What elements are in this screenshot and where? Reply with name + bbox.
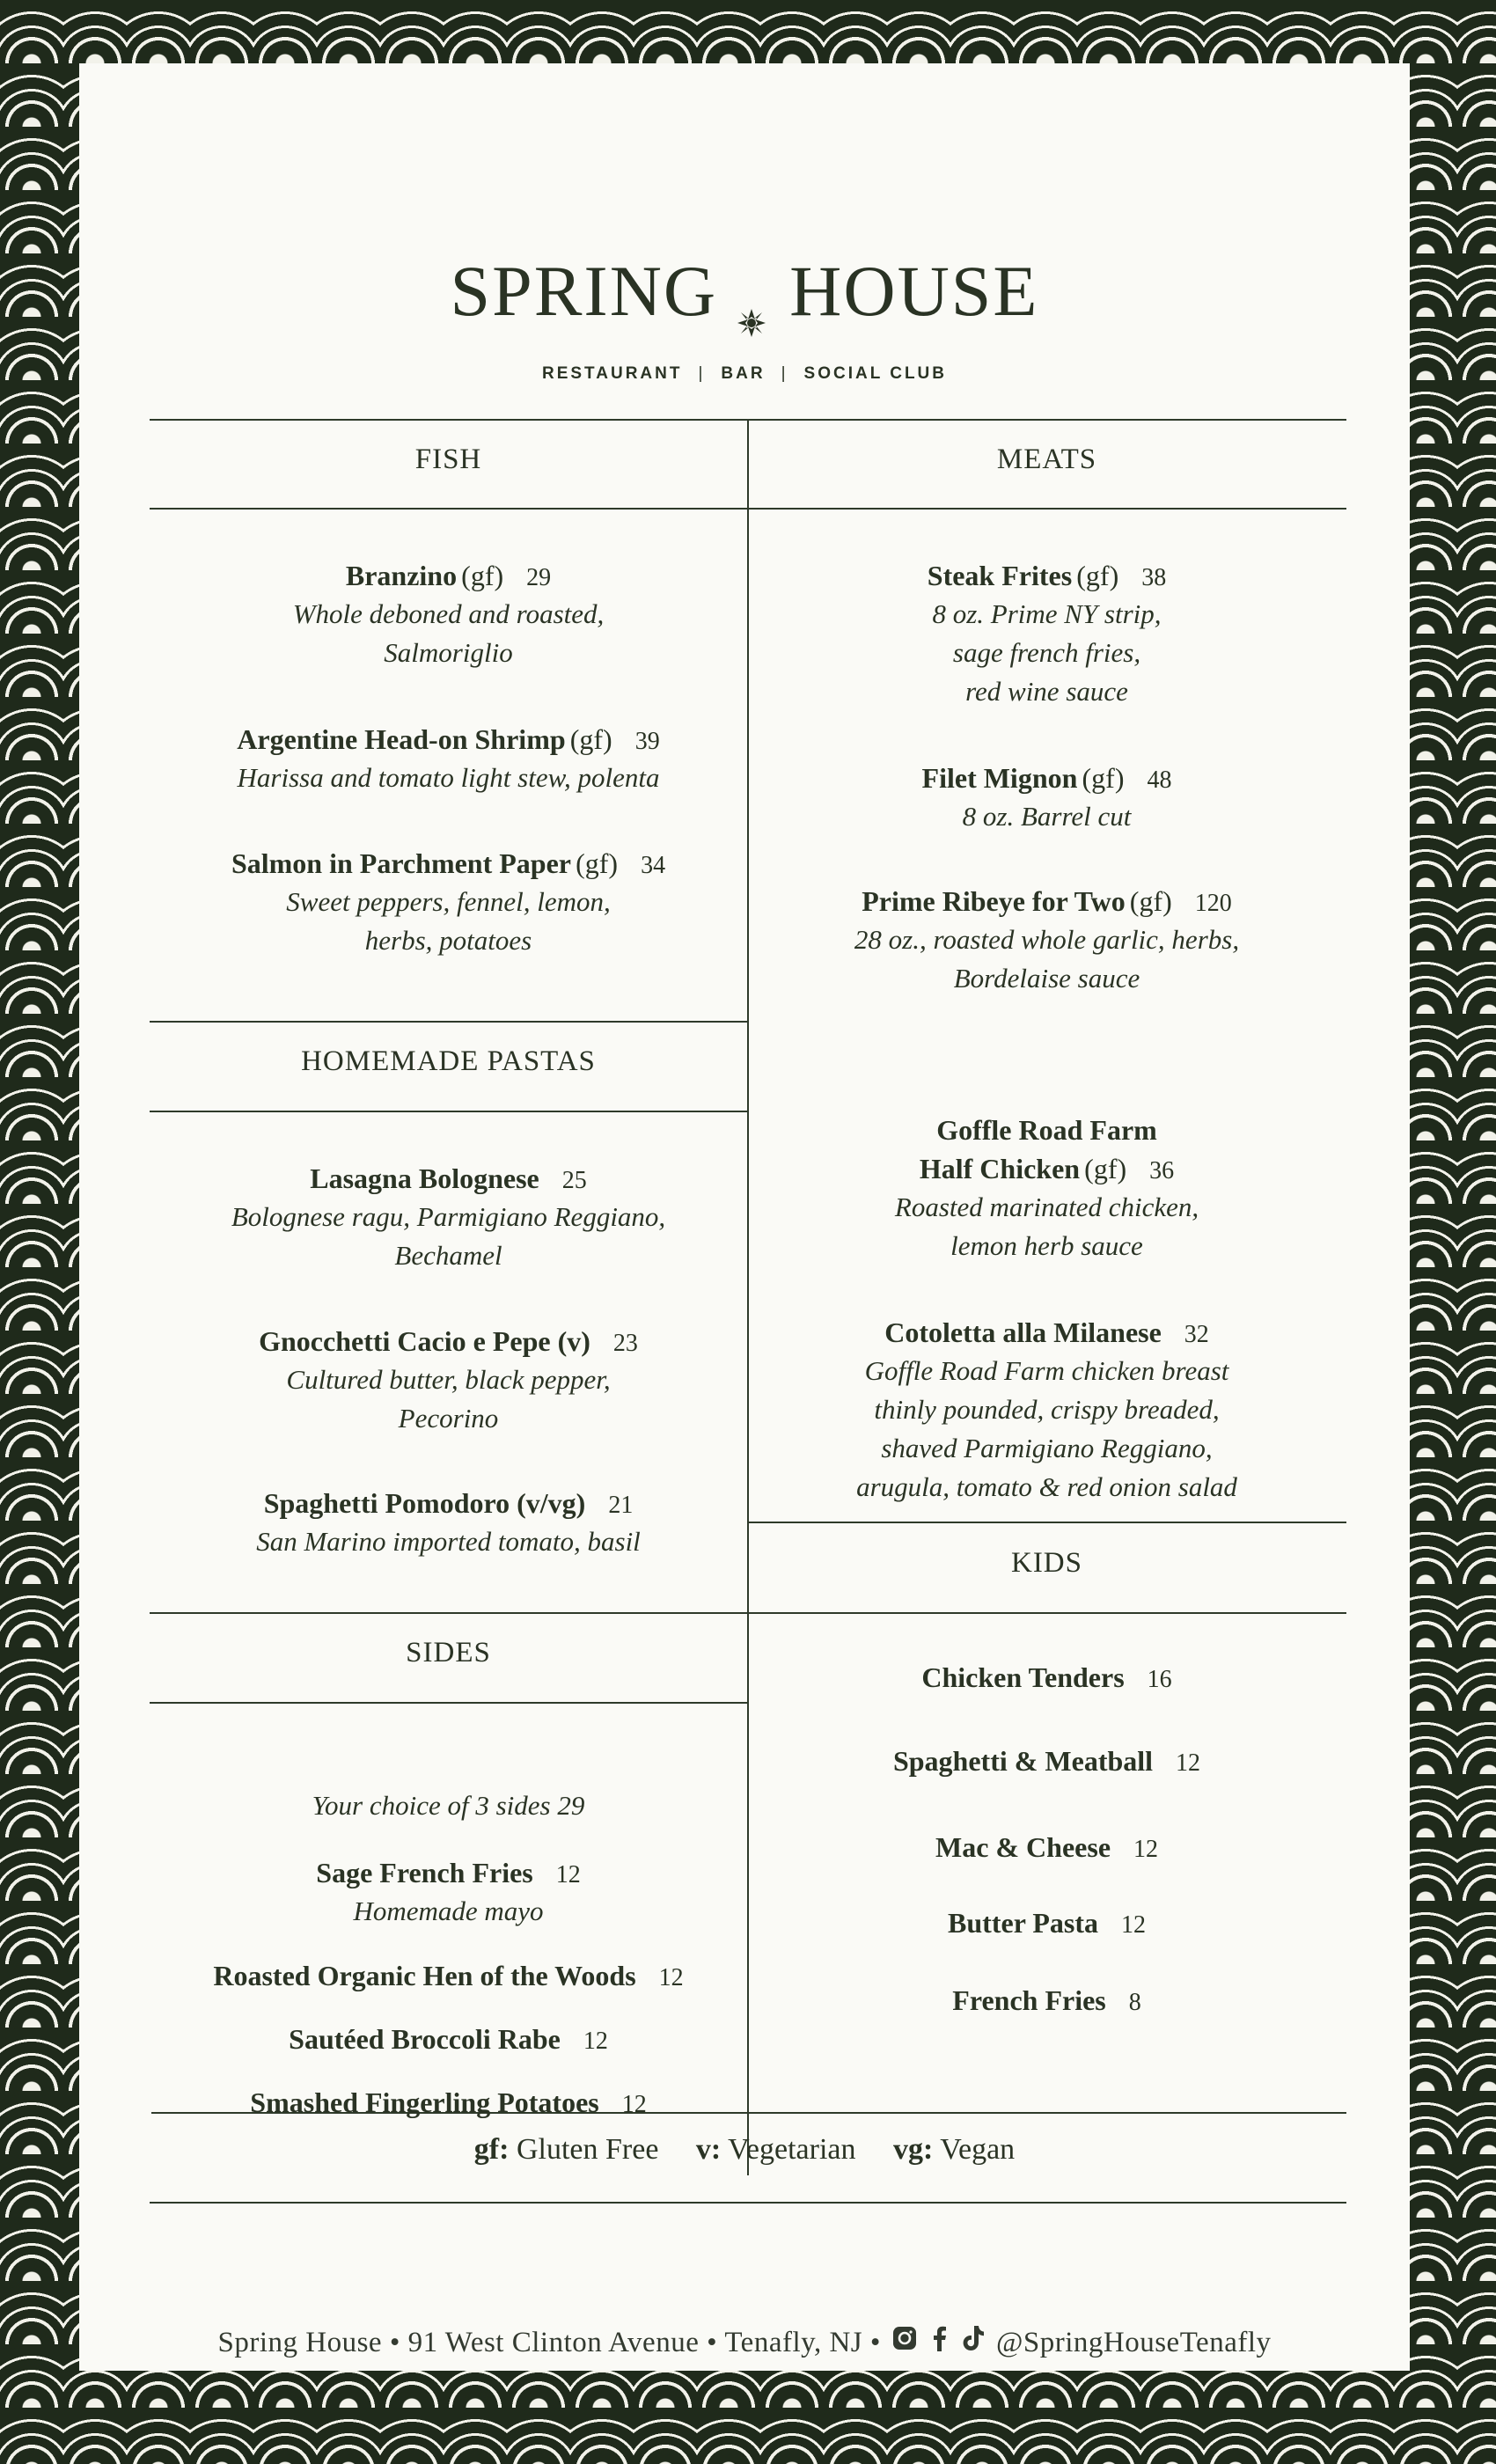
item-price: 32: [1184, 1321, 1209, 1348]
item-price: 12: [555, 1861, 581, 1888]
item-name: Butter Pasta: [948, 1907, 1098, 1939]
item-description: shaved Parmigiano Reggiano,: [881, 1433, 1213, 1463]
item-name: Half Chicken: [919, 1153, 1081, 1184]
item-price: 48: [1147, 766, 1172, 794]
section-title-fish: FISH: [414, 444, 482, 475]
menu-item: [150, 720, 747, 797]
item-name: Lasagna Bolognese: [310, 1162, 539, 1194]
item-price: 12: [583, 2028, 608, 2055]
item-description: 8 oz. Prime NY strip,: [932, 598, 1162, 629]
flower-ornament-icon: [737, 278, 766, 308]
item-name: Roasted Organic Hen of the Woods: [213, 1960, 636, 1991]
item-name: Mac & Cheese: [935, 1831, 1111, 1863]
item-description: 28 oz., roasted whole garlic, herbs,: [854, 924, 1240, 955]
item-price: 23: [612, 1330, 638, 1357]
legend-label: Gluten Free: [516, 2133, 659, 2166]
item-price: 12: [1133, 1836, 1159, 1863]
item-description: Bechamel: [394, 1240, 502, 1271]
menu-item: [150, 1159, 747, 1275]
tagline-separator: |: [781, 364, 788, 383]
item-description: Salmoriglio: [384, 637, 513, 668]
tagline-separator: |: [698, 364, 706, 383]
item-description: San Marino imported tomato, basil: [256, 1526, 641, 1557]
item-name: French Fries: [952, 1984, 1106, 2016]
tagline-social-club: SOCIAL CLUB: [803, 364, 947, 383]
menu-item: [150, 1484, 747, 1561]
item-name: Gnocchetti Cacio e Pepe (v): [259, 1325, 590, 1357]
item-price: 12: [1176, 1749, 1201, 1777]
item-tag: (gf): [461, 560, 504, 591]
divider: [150, 1612, 1346, 1614]
item-description: Goffle Road Farm chicken breast: [864, 1355, 1229, 1386]
menu-item: [747, 1313, 1346, 1507]
instagram-icon[interactable]: [892, 2326, 917, 2358]
divider: [150, 1702, 747, 1704]
section-title-kids: KIDS: [1010, 1547, 1082, 1579]
facebook-icon[interactable]: [931, 2325, 947, 2359]
item-name: Prime Ribeye for Two: [862, 885, 1126, 917]
item-price: 120: [1194, 890, 1232, 917]
tagline-restaurant: RESTAURANT: [541, 364, 683, 383]
item-name: Filet Mignon: [921, 762, 1078, 794]
menu-item: [747, 1981, 1346, 2020]
item-description: Pecorino: [398, 1403, 499, 1434]
menu-item: [150, 1956, 747, 1995]
menu-item: [150, 2083, 747, 2122]
item-tag: (gf): [576, 847, 619, 879]
menu-item: [747, 759, 1346, 836]
item-price: 38: [1141, 564, 1167, 591]
legend-code: vg:: [893, 2133, 934, 2166]
menu-item: [150, 556, 747, 672]
legend-code: gf:: [473, 2133, 510, 2166]
item-name-line1: Goffle Road Farm: [936, 1114, 1157, 1146]
item-description: Homemade mayo: [353, 1896, 544, 1926]
item-price: 25: [561, 1167, 587, 1194]
item-name: Sage French Fries: [316, 1857, 533, 1888]
legend-code: v:: [695, 2133, 722, 2166]
footer: [79, 2327, 1410, 2362]
sides-intro-text: Your choice of 3 sides 29: [312, 1790, 585, 1821]
brand-tagline: [79, 364, 1410, 384]
section-title-meats: MEATS: [996, 444, 1097, 475]
item-tag: (gf): [569, 723, 612, 755]
item-description: Bordelaise sauce: [953, 963, 1140, 994]
menu-item: [150, 2020, 747, 2058]
item-name: Cotoletta alla Milanese: [884, 1316, 1162, 1348]
item-price: 34: [641, 852, 666, 879]
item-tag: (gf): [1084, 1153, 1127, 1184]
item-description: lemon herb sauce: [950, 1230, 1143, 1261]
footer-bullet: •: [869, 2327, 881, 2358]
footer-social-handle[interactable]: @SpringHouseTenafly: [995, 2327, 1272, 2358]
menu-item: [150, 1322, 747, 1438]
brand-name-right: HOUSE: [789, 251, 1039, 331]
item-description: 8 oz. Barrel cut: [962, 801, 1132, 832]
item-description: arugula, tomato & red onion salad: [856, 1471, 1237, 1502]
item-description: Whole deboned and roasted,: [292, 598, 605, 629]
item-name: Branzino: [345, 560, 458, 591]
footer-bullet: •: [707, 2327, 718, 2358]
item-price: 16: [1147, 1666, 1172, 1693]
item-description: Roasted marinated chicken,: [894, 1192, 1199, 1222]
menu-item: [747, 1111, 1346, 1265]
item-description: Harissa and tomato light stew, polenta: [237, 762, 660, 793]
item-name: Chicken Tenders: [921, 1661, 1125, 1693]
item-description: Cultured butter, black pepper,: [286, 1364, 611, 1395]
item-price: 29: [526, 564, 552, 591]
item-name: Steak Frites: [927, 560, 1073, 591]
divider: [150, 2202, 1346, 2204]
brand-name-left: SPRING: [450, 251, 718, 331]
menu-item: [747, 1828, 1346, 1866]
item-description: herbs, potatoes: [364, 925, 532, 956]
item-name: Spaghetti Pomodoro (v/vg): [263, 1487, 586, 1519]
item-name: Sautéed Broccoli Rabe: [289, 2023, 561, 2055]
footer-city: Tenafly, NJ: [724, 2327, 863, 2358]
item-description: sage french fries,: [952, 637, 1141, 668]
section-title-sides: SIDES: [406, 1637, 491, 1668]
item-tag: (gf): [1129, 885, 1172, 917]
menu-item: [747, 882, 1346, 998]
item-name: Salmon in Parchment Paper: [231, 847, 571, 879]
item-price: 12: [1120, 1911, 1146, 1939]
item-description: Bolognese ragu, Parmigiano Reggiano,: [231, 1201, 666, 1232]
item-description: red wine sauce: [965, 676, 1128, 707]
item-tag: (gf): [1082, 762, 1125, 794]
legend-label: Vegetarian: [728, 2133, 856, 2166]
item-price: 36: [1149, 1157, 1175, 1184]
menu-item: [150, 844, 747, 960]
item-name: Spaghetti & Meatball: [892, 1745, 1154, 1777]
item-price: 12: [621, 2091, 647, 2118]
item-price: 8: [1128, 1989, 1141, 2016]
legend-label: Vegan: [940, 2133, 1016, 2166]
section-title-pastas: HOMEMADE PASTAS: [301, 1045, 596, 1077]
tagline-bar: BAR: [721, 364, 766, 383]
divider: [150, 1111, 747, 1112]
item-description: Sweet peppers, fennel, lemon,: [286, 886, 611, 917]
menu-item: [747, 1742, 1346, 1780]
menu-page: [79, 63, 1410, 2371]
divider: [747, 1522, 1346, 1523]
item-name: Smashed Fingerling Potatoes: [250, 2086, 599, 2118]
footer-bullet: •: [389, 2327, 400, 2358]
menu-item: [747, 1903, 1346, 1942]
footer-address: 91 West Clinton Avenue: [407, 2327, 700, 2358]
item-tag: (gf): [1076, 560, 1119, 591]
tiktok-icon[interactable]: [962, 2325, 985, 2359]
sides-intro: [150, 1790, 747, 1822]
item-price: 12: [658, 1964, 684, 1991]
menu-item: [747, 556, 1346, 711]
item-name: Argentine Head-on Shrimp: [237, 723, 566, 755]
menu-item: [747, 1658, 1346, 1697]
item-price: 39: [634, 728, 660, 755]
item-description: thinly pounded, crispy breaded,: [874, 1394, 1220, 1425]
dietary-legend: [79, 2133, 1410, 2167]
menu-item: [150, 1853, 747, 1931]
item-price: 21: [608, 1492, 634, 1519]
brand-logo: [79, 251, 1410, 331]
divider: [150, 1021, 747, 1023]
footer-restaurant-name: Spring House: [217, 2327, 383, 2358]
